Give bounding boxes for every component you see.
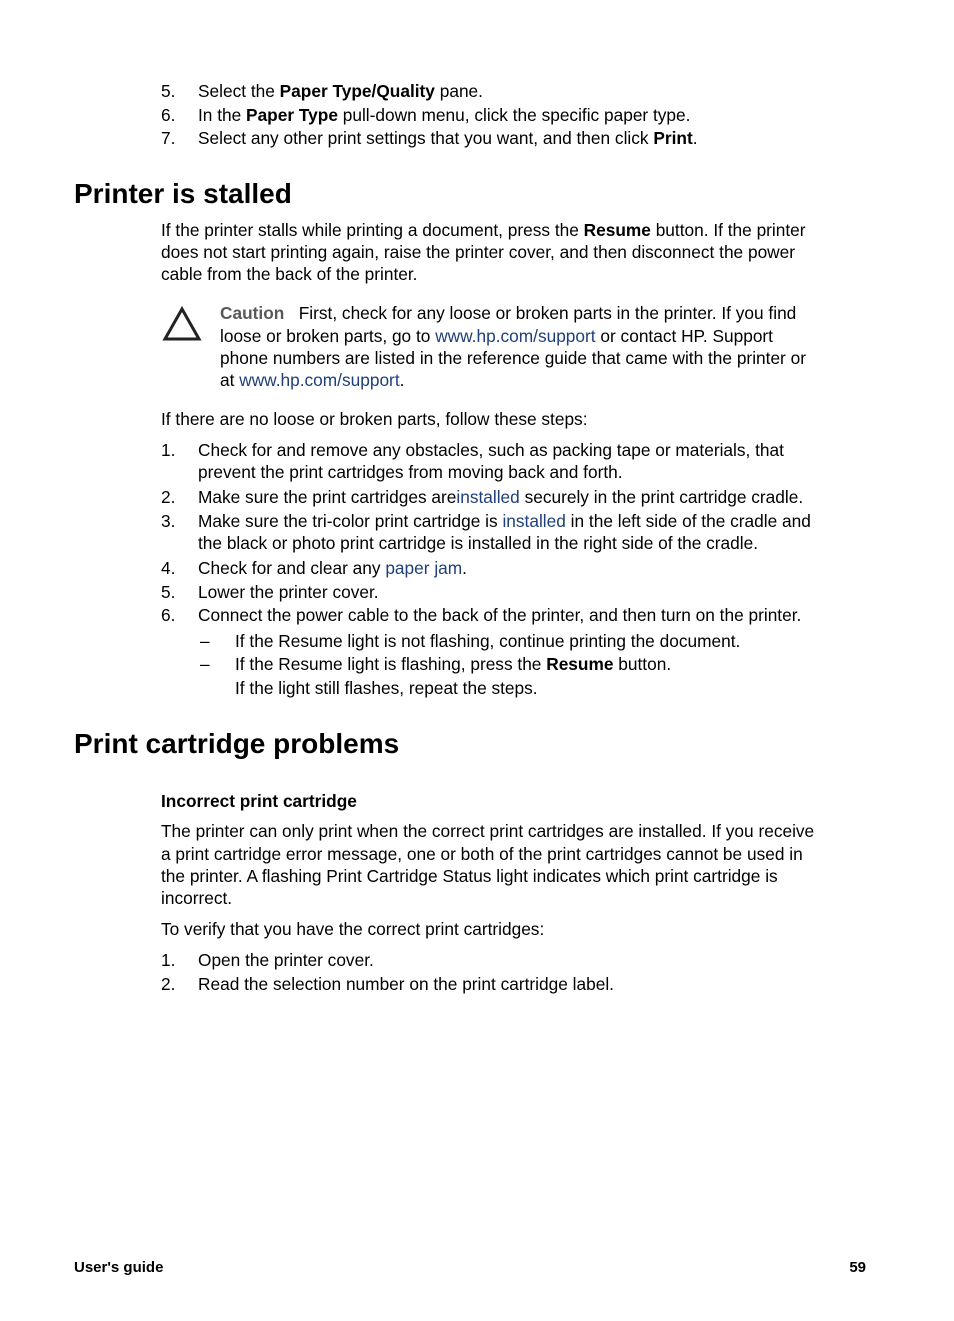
sub-step-text: If the light still flashes, repeat the steps. (235, 678, 538, 698)
text-segment: First, check for any loose or broken parts in the printer. If you find (298, 303, 797, 323)
support-link[interactable]: www.hp.com/support (239, 370, 400, 390)
text-segment: pane. (434, 81, 483, 101)
step-number: 1. (161, 950, 176, 970)
support-link[interactable]: www.hp.com/support (435, 326, 596, 346)
text-segment: Resume (583, 220, 651, 240)
step-text (198, 128, 698, 148)
text-segment: Select any other print settings that you want, and then click (198, 128, 654, 148)
text-segment: Paper Type/Quality (279, 81, 435, 101)
text-segment: In the (198, 105, 247, 125)
text-segment: Paper Type (246, 105, 338, 125)
step-text: Read the selection number on the print cartridge label. (198, 974, 614, 994)
paragraph-line: incorrect. (161, 888, 233, 908)
caution-line (220, 303, 796, 323)
step-number: 4. (161, 558, 176, 578)
step-number: 1. (161, 440, 176, 460)
text-segment: in the left side of the cradle and (565, 511, 811, 531)
step-text (198, 81, 483, 101)
text-segment: Make sure the tri-color print cartridge is (198, 511, 503, 531)
text-segment: or contact HP. Support (595, 326, 773, 346)
step-number: 2. (161, 487, 176, 507)
step-text: Check for and remove any obstacles, such as packing tape or materials, that (198, 440, 784, 460)
text-segment: If the Resume light is flashing, press the (235, 654, 547, 674)
paragraph-line: a print cartridge error message, one or both of the print cartridges cannot be used in (161, 844, 803, 864)
step-text (198, 105, 690, 125)
sub-step-text (235, 654, 671, 674)
step-text (198, 558, 467, 578)
step-number: 6. (161, 605, 176, 625)
step-text: prevent the print cartridges from moving back and forth. (198, 462, 623, 482)
text-segment: If the printer stalls while printing a document, press the (161, 220, 584, 240)
paper-jam-link[interactable]: paper jam (385, 558, 463, 578)
text-segment: Check for and clear any (198, 558, 386, 578)
text-segment: . (399, 370, 405, 390)
step-number: 7. (161, 128, 176, 148)
text-segment: loose or broken parts, go to (220, 326, 436, 346)
text-segment: button. If the printer (650, 220, 806, 240)
paragraph-line (161, 220, 806, 240)
text-segment: button. (613, 654, 672, 674)
sub-step-text: If the Resume light is not flashing, continue printing the document. (235, 631, 741, 651)
step-text (198, 487, 803, 507)
step-number: 5. (161, 582, 176, 602)
paragraph-line: the printer. A flashing Print Cartridge Status light indicates which print cartridge is (161, 866, 778, 886)
step-number: 3. (161, 511, 176, 531)
caution-line (220, 326, 773, 346)
paragraph-line: The printer can only print when the correct print cartridges are installed. If you receive (161, 821, 815, 841)
paragraph-line: If there are no loose or broken parts, follow these steps: (161, 409, 588, 429)
paragraph-line: To verify that you have the correct print cartridges: (161, 919, 545, 939)
section-heading: Printer is stalled (74, 178, 292, 209)
caution-triangle-icon (162, 306, 202, 342)
text-segment: pull-down menu, click the specific paper type. (337, 105, 691, 125)
subheading: Incorrect print cartridge (161, 791, 357, 811)
step-text: Open the printer cover. (198, 950, 374, 970)
step-number: 2. (161, 974, 176, 994)
text-segment: Resume (546, 654, 614, 674)
text-segment: at (220, 370, 240, 390)
page-number: 59 (849, 1259, 866, 1276)
text-segment: . (692, 128, 698, 148)
step-text: Lower the printer cover. (198, 582, 379, 602)
footer-title: User's guide (74, 1259, 164, 1276)
text-segment: Select the (198, 81, 280, 101)
text-segment: Print (653, 128, 693, 148)
step-number: 6. (161, 105, 176, 125)
dash-bullet: – (200, 631, 210, 651)
caution-label: Caution (220, 303, 285, 323)
text-segment: securely in the print cartridge cradle. (519, 487, 804, 507)
step-text (198, 511, 811, 531)
step-text: the black or photo print cartridge is installed in the right side of the cradle. (198, 533, 759, 553)
text-segment: Make sure the print cartridges are (198, 487, 457, 507)
installed-link[interactable]: installed (456, 487, 520, 507)
step-number: 5. (161, 81, 176, 101)
section-heading: Print cartridge problems (74, 728, 400, 759)
dash-bullet: – (200, 654, 210, 674)
step-text: Connect the power cable to the back of the printer, and then turn on the printer. (198, 605, 802, 625)
paragraph-line: does not start printing again, raise the printer cover, and then disconnect the power (161, 242, 796, 262)
caution-line (220, 370, 404, 390)
caution-line: phone numbers are listed in the reference guide that came with the printer or (220, 348, 806, 368)
installed-link[interactable]: installed (502, 511, 566, 531)
text-segment: . (462, 558, 467, 578)
paragraph-line: cable from the back of the printer. (161, 264, 418, 284)
